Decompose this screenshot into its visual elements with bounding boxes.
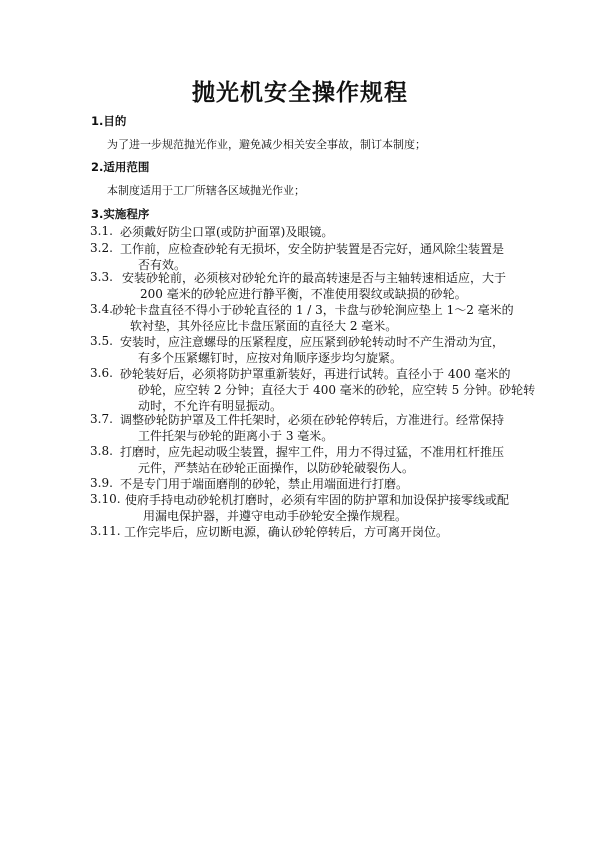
section-text-purpose: 为了进一步规范抛光作业，避免减少相关安全事故，制订本制度； <box>107 138 426 151</box>
procedure-item-text: 不是专门用于端面磨削的砂轮，禁止用端面进行打磨。 <box>120 477 409 491</box>
procedure-item-text: 动时，不允许有明显振动。 <box>138 399 283 413</box>
procedure-item-text: 安装时，应注意螺母的压紧程度，应压紧到砂轮转动时不产生滑动为宜， <box>120 335 505 349</box>
procedure-item-text: 用漏电保护器，并遵守电动手砂轮安全操作规程。 <box>143 509 408 523</box>
section-heading-procedure: 3.实施程序 <box>91 207 150 221</box>
procedure-item-text: 元件，严禁站在砂轮正面操作，以防砂轮破裂伤人。 <box>138 461 415 475</box>
procedure-item-number: 3.3. <box>90 270 113 284</box>
procedure-item-number: 3.7. <box>90 412 113 426</box>
procedure-item-text: 砂轮装好后，必须将防护罩重新装好，再进行试转。直径小于 400 毫米的 <box>120 367 511 381</box>
procedure-item-text: 工作前，应检查砂轮有无损坏，安全防护装置是否完好，通风除尘装置是 <box>120 242 505 256</box>
procedure-item-text: 使府手持电动砂轮机打磨时，必须有牢固的防护罩和加设保护接零线或配 <box>125 493 510 507</box>
procedure-item-number: 3.9. <box>90 476 113 490</box>
procedure-item-text: 工作完毕后，应切断电源，确认砂轮停转后，方可离开岗位。 <box>124 525 449 539</box>
procedure-item-text: 软衬垫，其外径应比卡盘压紧面的直径大 2 毫米。 <box>130 319 398 333</box>
procedure-item-text: 必须戴好防尘口罩(或防护面罩)及眼镜。 <box>120 225 334 239</box>
procedure-item-number: 3.11. <box>90 524 121 538</box>
section-heading-scope: 2.适用范围 <box>91 160 150 174</box>
procedure-item-number: 3.10. <box>90 492 121 506</box>
procedure-item-text: 打磨时，应先起动吸尘装置，握牢工件，用力不得过猛，不准用杠杆推压 <box>120 445 505 459</box>
procedure-item-text: 有多个压紧螺钉时，应按对角顺序逐步均匀旋紧。 <box>138 351 403 365</box>
procedure-item-number: 3.5. <box>90 334 113 348</box>
procedure-item-number: 3.8. <box>90 444 113 458</box>
procedure-item-text: 调整砂轮防护罩及工件托架时，必须在砂轮停转后，方准进行。经常保持 <box>120 413 505 427</box>
section-text-scope: 本制度适用于工厂所辖各区域抛光作业； <box>107 184 305 197</box>
procedure-item-text: 否有效。 <box>138 258 187 272</box>
procedure-item-text: 200 毫米的砂轮应进行静平衡，不准使用裂纹或缺损的砂轮。 <box>140 287 467 301</box>
page-title: 抛光机安全操作规程 <box>192 80 408 106</box>
procedure-item-text: 砂轮，应空转 2 分钟；直径大于 400 毫米的砂轮，应空转 5 分钟。砂轮转 <box>138 383 536 397</box>
procedure-item-number: 3.2. <box>90 241 113 255</box>
procedure-item-number: 3.6. <box>90 366 113 380</box>
procedure-item-number: 3.1. <box>90 224 113 238</box>
procedure-item-text: 砂轮卡盘直径不得小于砂轮直径的 1 / 3，卡盘与砂轮涧应垫上 1～2 毫米的 <box>112 303 514 317</box>
procedure-item-text: 安装砂轮前，必须核对砂轮允许的最高转速是否与主轴转速相适应，大于 <box>122 271 507 285</box>
procedure-item-number: 3.4. <box>90 302 113 316</box>
procedure-item-text: 工件托架与砂轮的距离小于 3 毫米。 <box>138 429 334 443</box>
section-heading-purpose: 1.目的 <box>91 114 127 128</box>
